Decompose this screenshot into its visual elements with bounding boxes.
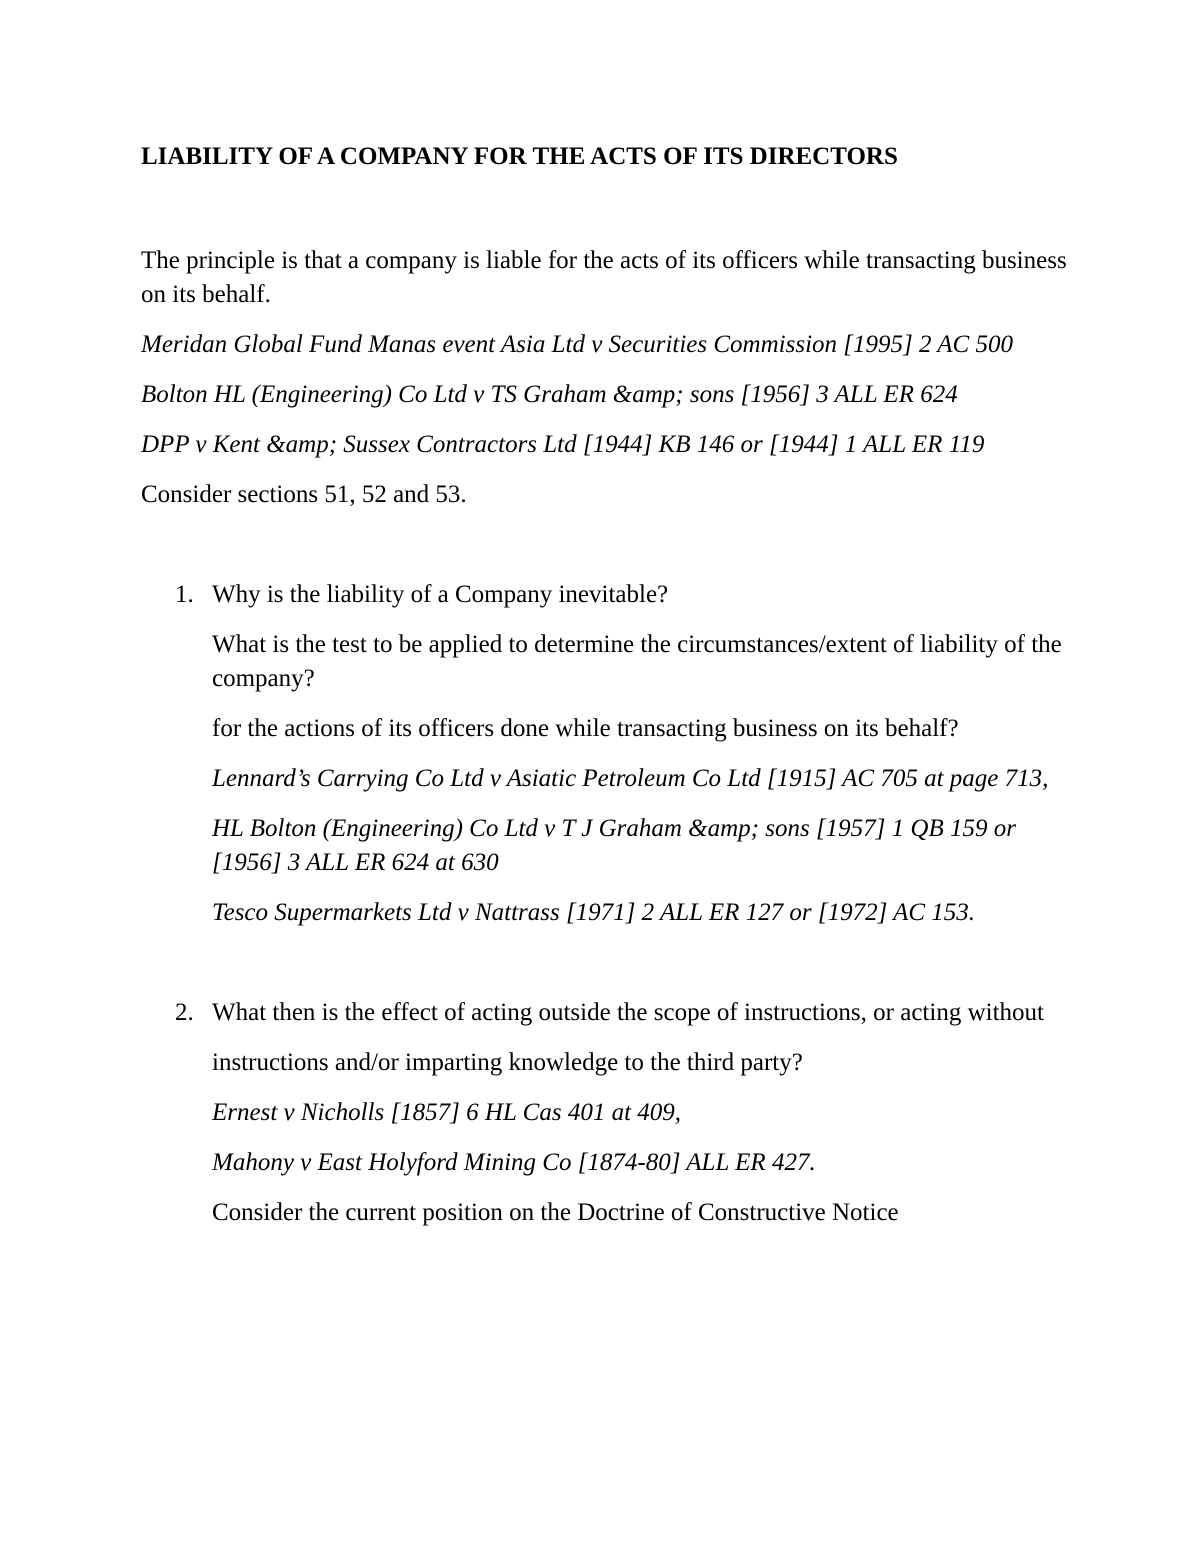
question-item [141,996,1070,1230]
case-citation: Bolton HL (Engineering) Co Ltd v TS Graham &amp; sons [1956] 3 ALL ER 624 [141,381,958,408]
question-text: What is the test to be applied to determine the circumstances/extent of liability of the company? [212,631,1062,692]
question-number: 1. [175,581,194,608]
case-citation: Tesco Supermarkets Ltd v Nattrass [1971] 2 ALL ER 127 or [1972] AC 153. [212,899,976,926]
closing-note: Consider the current position on the Doctrine of Constructive Notice [212,1199,899,1226]
question-text: for the actions of its officers done while transacting business on its behalf? [212,715,959,742]
question-text: instructions and/or imparting knowledge to the third party? [212,1049,803,1076]
question-item [141,578,1070,930]
case-citation: Ernest v Nicholls [1857] 6 HL Cas 401 at 409, [212,1099,682,1126]
sections-note: Consider sections 51, 52 and 53. [141,481,467,508]
case-citation: Mahony v East Holyford Mining Co [1874-80] ALL ER 427. [212,1149,816,1176]
case-citation: HL Bolton (Engineering) Co Ltd v T J Graham &amp; sons [1957] 1 QB 159 or [1956] 3 ALL ER 624 at 630 [212,815,1016,876]
question-list [141,578,1070,1230]
document-title: LIABILITY OF A COMPANY FOR THE ACTS OF ITS DIRECTORS [141,143,898,170]
case-citation: DPP v Kent &amp; Sussex Contractors Ltd [1944] KB 146 or [1944] 1 ALL ER 119 [141,431,985,458]
question-text: What then is the effect of acting outside the scope of instructions, or acting without [212,999,1044,1026]
question-text: Why is the liability of a Company inevitable? [212,581,669,608]
case-citation: Meridan Global Fund Manas event Asia Ltd v Securities Commission [1995] 2 AC 500 [141,331,1013,358]
intro-paragraph: The principle is that a company is liable for the acts of its officers while transacting business on its behalf. [141,247,1067,308]
case-citation: Lennard’s Carrying Co Ltd v Asiatic Petroleum Co Ltd [1915] AC 705 at page 713, [212,765,1049,792]
question-number: 2. [175,999,194,1026]
